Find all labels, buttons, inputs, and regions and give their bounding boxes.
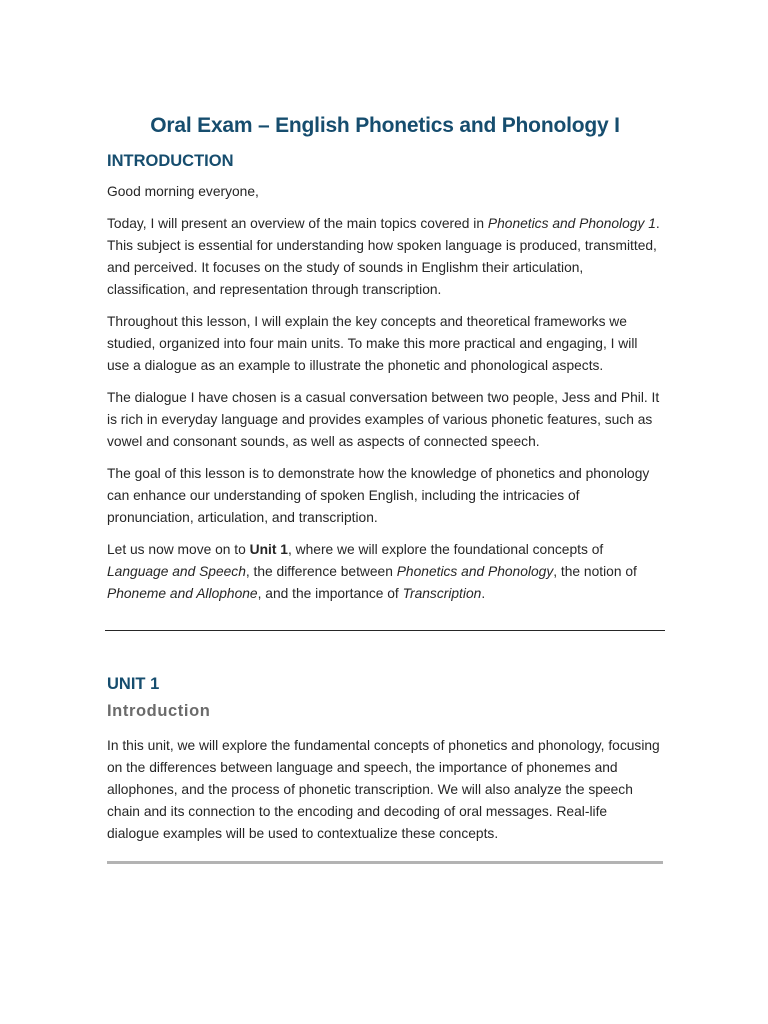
intro-p5-text-b: , where we will explore the foundational concepts of xyxy=(287,542,604,557)
unit1-heading: UNIT 1 xyxy=(107,675,160,693)
intro-p1-course-name: Phonetics and Phonology 1 xyxy=(487,216,656,231)
intro-p5-unit-label: Unit 1 xyxy=(249,542,288,557)
intro-p5-term-phonetics-phonology: Phonetics and Phonology xyxy=(396,564,554,579)
unit1-paragraph-1: In this unit, we will explore the fundamental concepts of phonetics and phonology, focusing on the differences between language and speech, the importance of phonemes and allophones, and the process of phonetic transcription. We will also analyze the speech chain and its connection to the encoding and decoding of oral messages. Real-life dialogue examples will be used to contextualize these concepts. xyxy=(107,738,660,841)
intro-paragraph-1 xyxy=(107,213,663,301)
intro-p5-text-f: . xyxy=(481,586,486,601)
unit1-divider xyxy=(107,861,663,864)
section-divider xyxy=(105,630,665,631)
intro-p5-term-phoneme-allophone: Phoneme and Allophone xyxy=(107,586,258,601)
unit1-subheading: Introduction xyxy=(107,702,211,720)
intro-p5-term-language-speech: Language and Speech xyxy=(107,564,246,579)
intro-p5-term-transcription: Transcription xyxy=(402,586,482,601)
intro-p5-text-d: , the notion of xyxy=(553,564,637,579)
intro-p1-text-b: . This subject is essential for understanding how spoken language is produced, transmitted, and perceived. It focuses on the study of sounds in Englishm their articulation, classification, and representation through transcription. xyxy=(107,216,660,297)
intro-p5-text-c: , the difference between xyxy=(245,564,397,579)
intro-paragraph-5 xyxy=(107,539,663,605)
intro-p5-text-a: Let us now move on to xyxy=(107,542,250,557)
introduction-heading: INTRODUCTION xyxy=(107,152,234,170)
greeting-paragraph: Good morning everyone, xyxy=(107,184,259,199)
intro-paragraph-4: The goal of this lesson is to demonstrate how the knowledge of phonetics and phonology can enhance our understanding of spoken English, including the intricacies of pronunciation, articulation, and transcription. xyxy=(107,466,650,525)
introduction-section xyxy=(107,152,663,605)
intro-p5-text-e: , and the importance of xyxy=(257,586,403,601)
intro-paragraph-3: The dialogue I have chosen is a casual conversation between two people, Jess and Phil. It is rich in everyday language and provides examples of various phonetic features, such as vowel and consonant sounds, as well as aspects of connected speech. xyxy=(107,390,660,449)
document-title: Oral Exam – English Phonetics and Phonology I xyxy=(150,114,620,137)
unit1-section xyxy=(107,675,663,845)
intro-paragraph-2: Throughout this lesson, I will explain the key concepts and theoretical frameworks we studied, organized into four main units. To make this more practical and engaging, I will use a dialogue as an example to illustrate the phonetic and phonological aspects. xyxy=(107,314,638,373)
intro-p1-text-a: Today, I will present an overview of the main topics covered in xyxy=(107,216,488,231)
